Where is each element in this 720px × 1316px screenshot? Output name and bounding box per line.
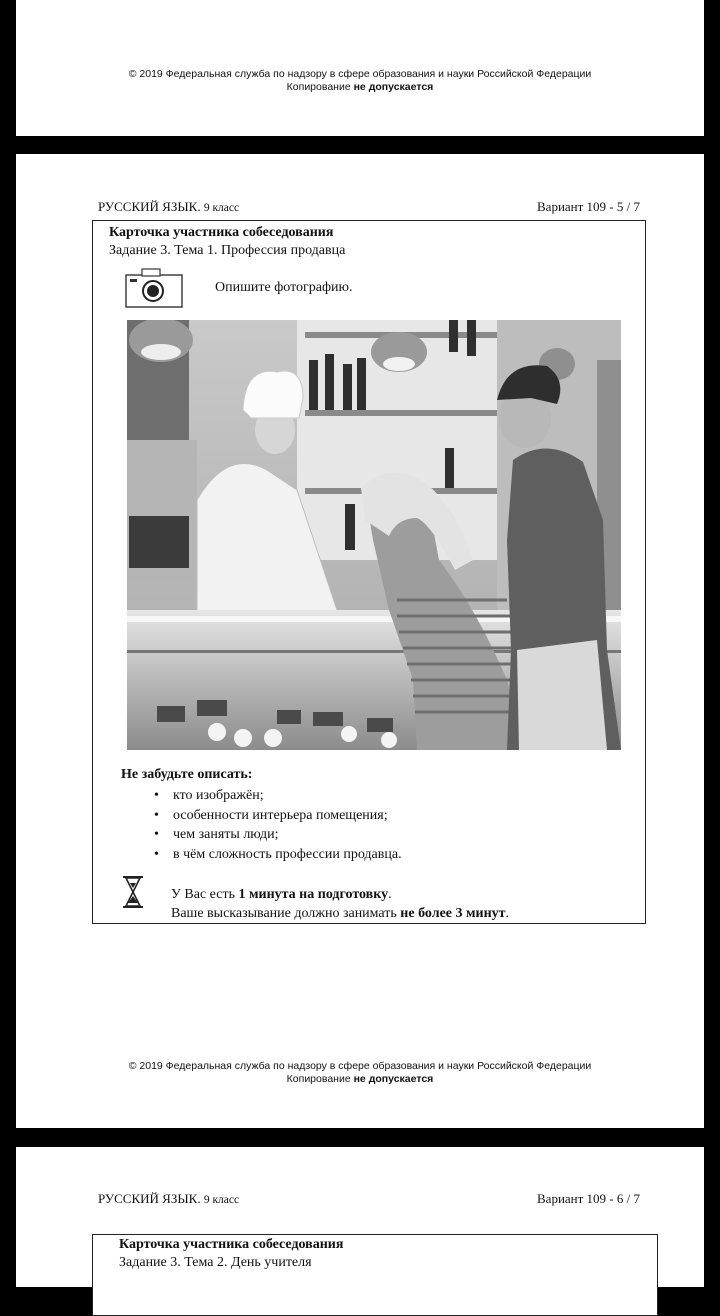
list-item: • особенности интерьера помещения; [173, 806, 593, 826]
card-title: Карточка участника собеседования [109, 225, 334, 240]
camera-icon [125, 267, 183, 309]
participant-card [92, 1234, 658, 1316]
instruction-text: Опишите фотографию. [215, 280, 353, 295]
copyright-text: © 2019 Федеральная служба по надзору в сфере образования и науки Российской Федерации [128, 68, 592, 80]
card-subtitle: Задание 3. Тема 2. День учителя [119, 1255, 312, 1270]
page-header-subject: РУССКИЙ ЯЗЫК. 9 класс [98, 1191, 240, 1206]
card-subtitle: Задание 3. Тема 1. Профессия продавца [109, 243, 346, 258]
copyright-text: © 2019 Федеральная служба по надзору в сфере образования и науки Российской Федерации [128, 1060, 592, 1072]
card-title: Карточка участника собеседования [119, 1237, 344, 1252]
page-next [16, 1147, 704, 1287]
page-header-variant: Вариант 109 - 5 / 7 [537, 199, 640, 214]
shop-photo [127, 320, 621, 750]
prep-time: У Вас есть 1 минута на подготовку. [171, 887, 392, 902]
answer-time: Ваше высказывание должно занимать не более 3 минут. [171, 906, 510, 921]
page-footer [16, 68, 704, 94]
describe-list [153, 786, 593, 864]
page-top [16, 0, 704, 136]
page-header-variant: Вариант 109 - 6 / 7 [537, 1191, 640, 1206]
list-item: • в чём сложность профессии продавца. [173, 845, 593, 865]
copy-notice: Копирование не допускается [286, 1073, 434, 1085]
prep-note [171, 885, 641, 923]
hourglass-icon [121, 875, 145, 909]
page-footer [16, 1060, 704, 1086]
participant-card [92, 220, 646, 924]
page-header-subject: РУССКИЙ ЯЗЫК. 9 класс [98, 199, 240, 214]
copy-notice: Копирование не допускается [286, 81, 434, 93]
page-main [16, 154, 704, 1128]
remember-heading: Не забудьте описать: [121, 767, 253, 782]
list-item: • чем заняты люди; [173, 825, 593, 845]
list-item: • кто изображён; [173, 786, 593, 806]
